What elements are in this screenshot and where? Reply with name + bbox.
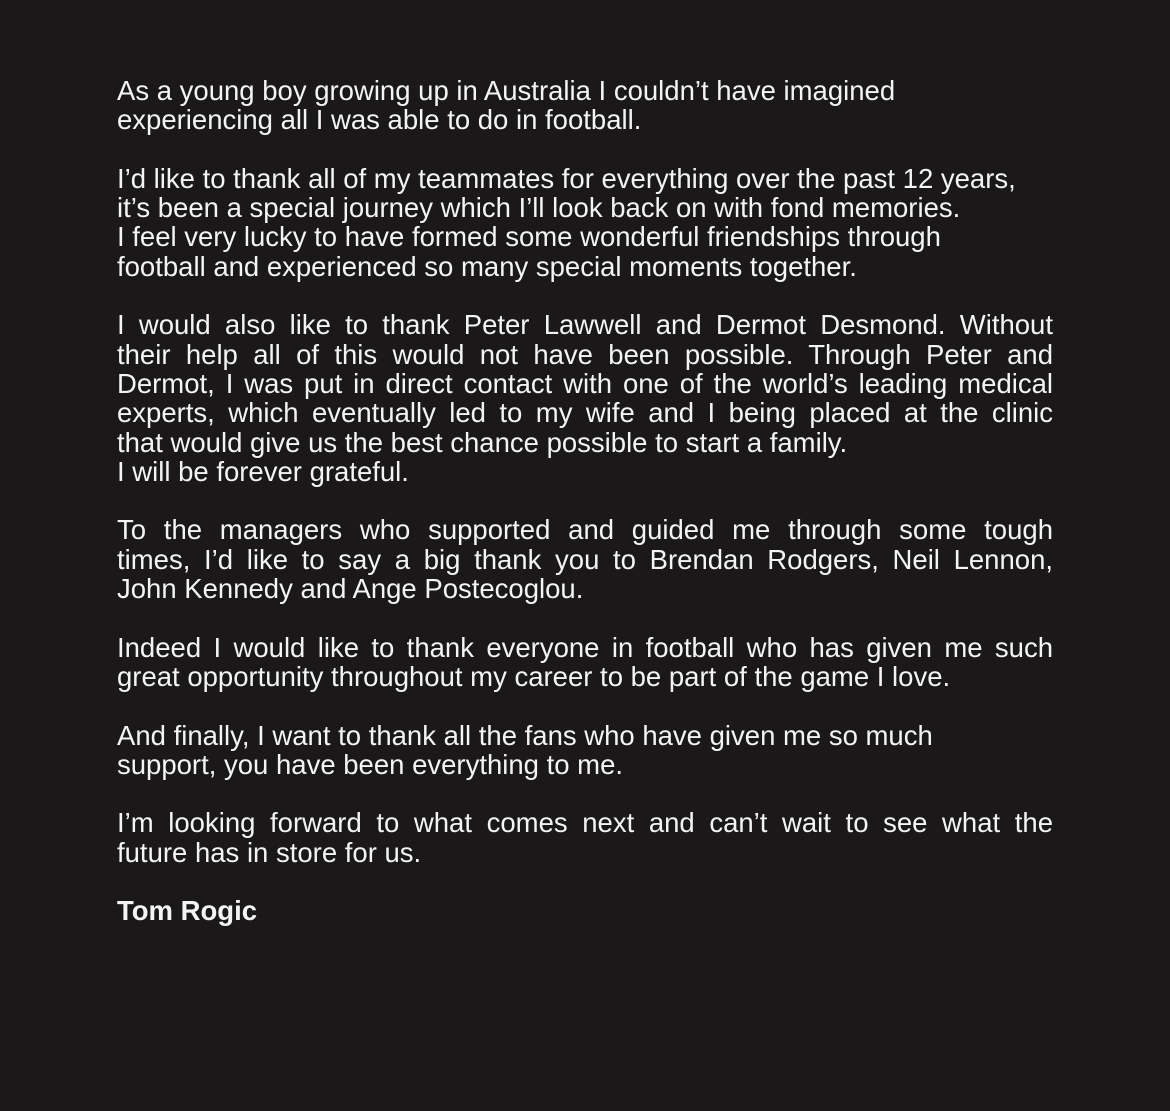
text-line: it’s been a special journey which I’ll look back on with fond memories. — [117, 192, 961, 224]
text-line: To the managers who supported and guided me through some tough — [117, 514, 1053, 546]
text-line: times, I’d like to say a big thank you to Brendan Rodgers, Neil Lennon, — [117, 543, 1053, 575]
paragraph — [117, 164, 1053, 281]
signature: Tom Rogic — [117, 895, 258, 927]
paragraph-list — [117, 76, 1053, 867]
paragraph — [117, 721, 1053, 780]
paragraph — [117, 633, 1053, 692]
text-line: As a young boy growing up in Australia I couldn’t have imagined — [117, 75, 896, 106]
text-line: I would also like to thank Peter Lawwell and Dermot Desmond. Without — [117, 309, 1053, 341]
text-line: I feel very lucky to have formed some wonderful friendships through — [117, 221, 941, 253]
text-line: I will be forever grateful. — [117, 455, 409, 487]
text-line: experiencing all I was able to do in football. — [117, 104, 642, 136]
text-line: future has in store for us. — [117, 836, 422, 868]
paragraph — [117, 310, 1053, 486]
paragraph — [117, 808, 1053, 867]
text-line: great opportunity throughout my career to be part of the game I love. — [117, 660, 951, 692]
text-line: John Kennedy and Ange Postecoglou. — [117, 573, 584, 605]
paragraph — [117, 76, 1053, 135]
text-line: Dermot, I was put in direct contact with one of the world’s leading medical — [117, 367, 1053, 399]
text-line: I’m looking forward to what comes next and can’t wait to see what the — [117, 807, 1053, 839]
text-line: their help all of this would not have been possible. Through Peter and — [117, 338, 1053, 370]
text-line: Indeed I would like to thank everyone in football who has given me such — [117, 631, 1053, 663]
text-line: experts, which eventually led to my wife and I being placed at the clinic — [117, 397, 1053, 429]
letter-body — [117, 76, 1053, 926]
text-line: support, you have been everything to me. — [117, 748, 624, 780]
paragraph — [117, 515, 1053, 603]
text-line: And finally, I want to thank all the fans who have given me so much — [117, 719, 933, 751]
text-line: I’d like to thank all of my teammates for everything over the past 12 years, — [117, 162, 1016, 194]
text-line: that would give us the best chance possible to start a family. — [117, 426, 848, 458]
text-line: football and experienced so many special moments together. — [117, 250, 857, 282]
